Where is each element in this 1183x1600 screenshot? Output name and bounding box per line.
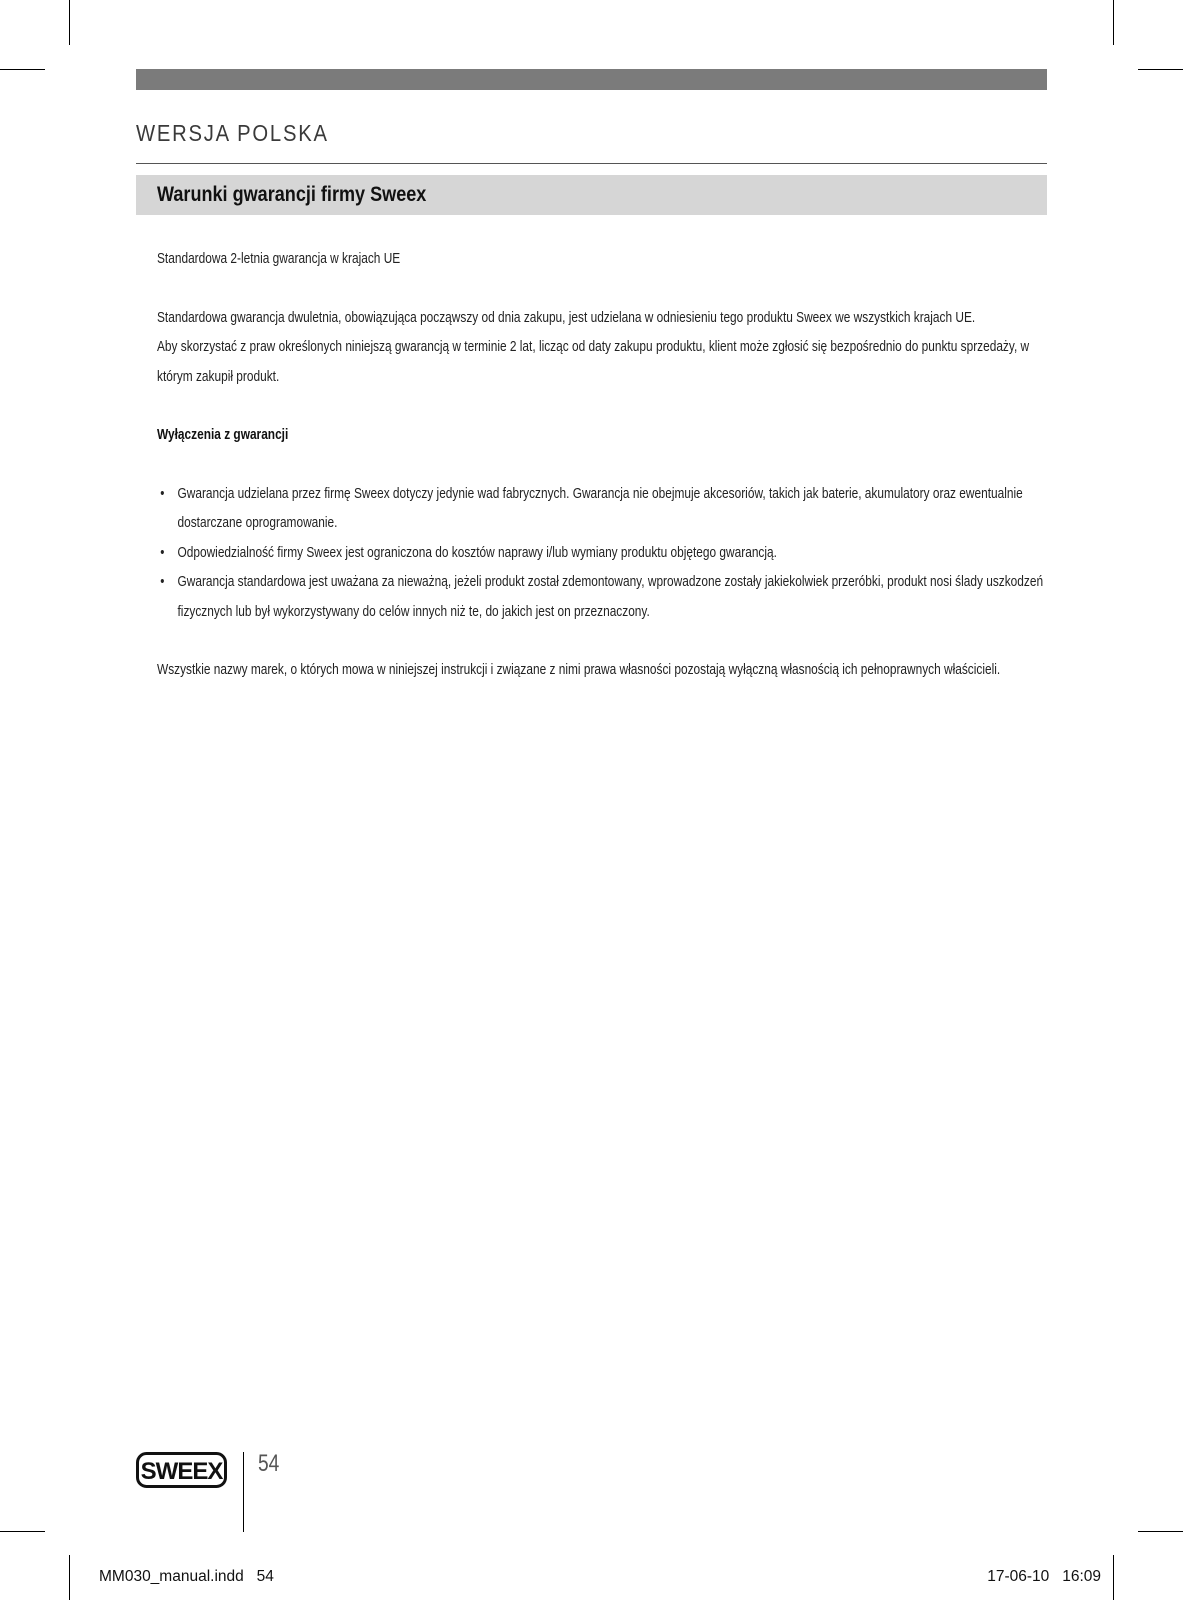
- page-number: 54: [258, 1450, 280, 1477]
- header-bar: [136, 69, 1047, 90]
- crop-mark: [69, 0, 70, 45]
- section-heading-band: [136, 175, 1047, 215]
- crop-mark: [1113, 0, 1114, 45]
- bullet-icon: •: [160, 574, 165, 590]
- list-item: [157, 539, 1048, 569]
- paragraph-line: Aby skorzystać z praw określonych niniejszą gwarancją w terminie 2 lat, licząc od daty zakupu produktu, klient może zgłosić się bezpośrednio do punktu sprzedaży, w którym zakupił produkt.: [157, 339, 1030, 385]
- footer-divider: [243, 1452, 244, 1532]
- subheading: Wyłączenia z gwarancji: [157, 427, 289, 443]
- list-item-text: Gwarancja standardowa jest uważana za nieważną, jeżeli produkt został zdemontowany, wprowadzone zostały jakiekolwiek przeróbki, produkt nosi ślady uszkodzeń fizycznych lub był wykorzystywany do celów innych niż te, do jakich jest on przeznaczony.: [177, 574, 1044, 620]
- language-heading: WERSJA POLSKA: [136, 120, 329, 146]
- crop-mark: [1113, 1555, 1114, 1600]
- paragraph-line: Standardowa gwarancja dwuletnia, obowiązująca począwszy od dnia zakupu, jest udzielana w odniesieniu tego produktu Sweex we wszystkich krajach UE.: [157, 309, 976, 326]
- svg-text:SWEEX: SWEEX: [140, 1458, 223, 1485]
- list-item-text: Odpowiedzialność firmy Sweex jest ograniczona do kosztów naprawy i/lub wymiany produktu objętego gwarancją.: [177, 544, 777, 561]
- sweex-logo: [136, 1452, 227, 1488]
- crop-mark: [0, 1531, 45, 1532]
- list-item: [157, 568, 1048, 627]
- list-item-text: Gwarancja udzielana przez firmę Sweex dotyczy jedynie wad fabrycznych. Gwarancja nie obejmuje akcesoriów, takich jak baterie, akumulatory oraz ewentualnie dostarczane oprogramowanie.: [177, 485, 1023, 531]
- list-item: [157, 480, 1048, 539]
- print-slug-file: MM030_manual.indd 54: [99, 1568, 274, 1585]
- document-body: [157, 245, 1047, 686]
- crop-mark: [1138, 1531, 1183, 1532]
- closing-text: Wszystkie nazwy marek, o których mowa w niniejszej instrukcji i związane z nimi prawa własności pozostają wyłączną własnością ich pełnoprawnych właścicieli.: [157, 662, 1001, 678]
- crop-mark: [69, 1555, 70, 1600]
- crop-mark: [0, 69, 45, 70]
- section-title: Warunki gwarancji firmy Sweex: [157, 183, 427, 206]
- header-divider: [136, 163, 1047, 164]
- print-slug-date: 17-06-10 16:09: [987, 1568, 1101, 1585]
- crop-mark: [1138, 69, 1183, 70]
- bullet-icon: •: [160, 485, 165, 502]
- exclusions-list: [157, 480, 1048, 628]
- intro-text: Standardowa 2-letnia gwarancja w krajach UE: [157, 251, 401, 267]
- bullet-icon: •: [160, 544, 165, 561]
